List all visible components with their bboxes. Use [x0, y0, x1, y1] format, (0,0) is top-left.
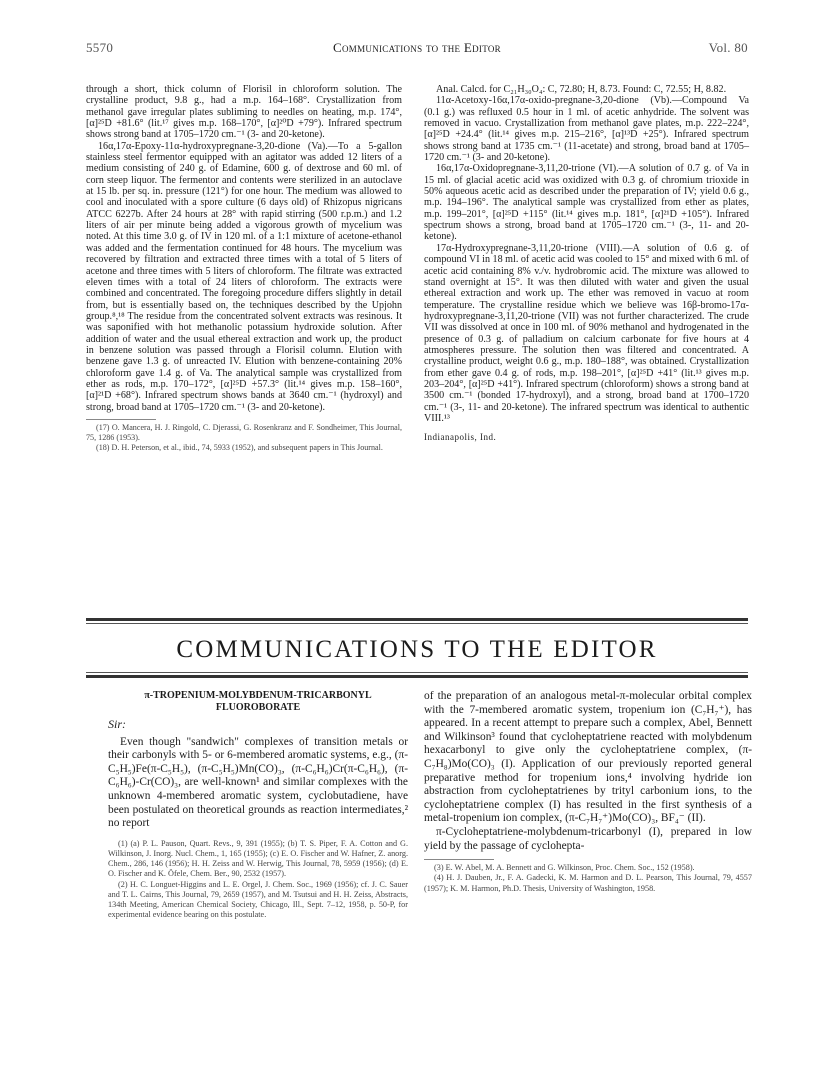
running-head — [86, 40, 748, 58]
section-divider-bottom — [86, 672, 748, 678]
page-number: 5570 — [86, 40, 114, 55]
footnote: (3) E. W. Abel, M. A. Bennett and G. Wilkinson, Proc. Chem. Soc., 152 (1958). — [434, 863, 695, 873]
paragraph: through a short, thick column of Florisil in chloroform solution. The crystalline product, 9.8 g., had a m.p. 164–168°. Crystallization from methanol gave irregular plates subliming to needles on heating, m.p. 174°, [α]²⁵D +81.6° (lit.¹⁷ gives m.p. 168–170°, [α]²⁰D +79°). Infrared spectrum shows strong band at 1705–1720 cm.⁻¹ (3- and 20-ketone). — [86, 84, 402, 141]
article-title: π-TROPENIUM-MOLYBDENUM-TRICARBONYL FLUOROBORATE — [144, 690, 372, 713]
paragraph: 16α,17α-Epoxy-11α-hydroxypregnane-3,20-dione (Va).—To a 5-gallon stainless steel fermentor equipped with an agitator was added 12 liters of a medium consisting of 240 g. of Edamine, 600 g. of dextrose and 60 ml. of corn steep liquor. The fermentor and contents were sterilized in an autoclave at 15 lb. per sq. in. pressure (121°) for one hour. The medium was allowed to cool and inoculated with a spore culture (6 days old) of Rhizopus nigricans ATCC 6227b. After 24 hours at 28° with rapid stirring (500 r.p.m.) and 1.2 liters of air per minute being added a vigorous growth of mycelium was noted. At this time 3.0 g. of IV in 120 ml. of a 1:1 mixture of acetone-ethanol was added and the fermentation continued for 48 hours. The mycelium was recovered by filtration and extracted three times with a total of 5 liters of acetone and three times with 5 liters of chloroform. The filtrate was extracted eleven times with a total of 24 liters of chloroform. The extracts were combined and concentrated. The foregoing procedure differs slightly in detail from, but is essentially based on, the techniques described by the Upjohn group.⁸,¹⁸ The residue from the concentrated solvent extracts was resinous. It was saponified with hot methanolic potassium hydroxide solution. After addition of water and the usual ethereal extraction and work up, the product in benzene solution was passed through a Florisil column. Elution with benzene gave 1.3 g. of unreacted IV. Elution with benzene-containing 20% chloroform gave 1.4 g. of Va. The analytical sample was crystallized from ether as rods, m.p. 170–172°, [α]²⁵D +57.3° (lit.¹⁴ gives m.p. 158–160°, [α]²¹D +68°). Infrared spectrum shows bands at 3640 cm.⁻¹ (hydroxyl) and strong, broad band at 1705–1720 cm.⁻¹ (3- and 20-ketone). — [86, 140, 402, 413]
salutation: Sir: — [108, 717, 126, 731]
footnote-divider — [86, 419, 156, 420]
footnote-divider — [424, 859, 494, 860]
footnote: (4) H. J. Dauben, Jr., F. A. Gadecki, K. M. Harmon and D. L. Pearson, This Journal, 79, 4557 (1957); K. M. Harmon, Ph.D. Thesis, University of Washington, 1958. — [424, 873, 752, 893]
affiliation: Indianapolis, Ind. — [424, 432, 497, 443]
footnote: (2) H. C. Longuet-Higgins and L. E. Orgel, J. Chem. Soc., 1969 (1956); cf. J. C. Sauer and T. L. Cairns, This Journal, 79, 2659 (1957), and M. Tsutsui and H. H. Zeiss, Abstracts, 134th Meeting, American Chemical Society, Chicago, Ill., Sept. 7–12, 1958, p. 50-P, for experimental evidence bearing on this postulate. — [108, 879, 408, 920]
footnotes — [108, 839, 408, 921]
article-right-column — [424, 690, 752, 894]
paragraph: 11α-Acetoxy-16α,17α-oxido-pregnane-3,20-dione (Vb).—Compound Va (0.1 g.) was refluxed 0.5 hour in 1 ml. of acetic anhydride. The solvent was removed in vacuo. Crystallization from methanol gave plates, m.p. 222–224°, [α]²⁵D +24.4° (lit.¹⁴ gives m.p. 215–216°, [α]¹³D +25°). Infrared spectrum shows strong band at 1735 cm.⁻¹ (11-acetate) and strong, broad band at 1705–1720 cm.⁻¹ (3- and 20-ketone). — [424, 95, 749, 164]
paragraph: of the preparation of an analogous metal-π-molecular orbital complex with the 7-membered aromatic system, tropenium ion (C₇H₇⁺), has appeared. In a recent attempt to prepare such a complex, Abel, Bennett and Wilkinson³ found that cycloheptatriene reacted with molybdenum hexacarbonyl to give only the cycloheptatriene complex, (π-C₇H₈)Mo(CO)₃ (I). Application of our previously reported general preparative method for tropenium ions,⁴ involving hydride ion abstraction from cycloheptatrienes by trityl carbonium ions, to the cycloheptatriene complex (I) has resulted in the first synthesis of a metal-tropenium ion complex, (π-C₇H₇⁺)Mo(CO)₃, BF₄⁻ (II). — [424, 690, 752, 825]
footnote: (18) D. H. Peterson, et al., ibid., 74, 5933 (1952), and subsequent papers in This Journal. — [96, 442, 383, 452]
top-left-column — [86, 84, 402, 453]
running-title: Communications to the Editor — [333, 40, 501, 55]
paragraph: Even though "sandwich" complexes of transition metals or their carbonyls with 5- or 6-membered aromatic systems, e.g., (π-C₅H₅)Fe(π-C₅H₅), (π-C₅H₅)Mn(CO)₃, (π-C₆H₆)Cr(π-C₆H₆), (π-C₆H₆)-Cr(CO)₃, are well-known¹ and similar complexes with the unknown 4-membered aromatic system, cyclobutadiene, have been postulated on theoretical grounds as reaction intermediates,² no report — [108, 735, 408, 830]
volume-label: Vol. 80 — [708, 40, 748, 55]
paragraph: 16α,17α-Oxidopregnane-3,11,20-trione (VI).—A solution of 0.7 g. of Va in 15 ml. of glacial acetic acid was oxidized with 0.3 g. of chromium trioxide in 50% aqueous acetic acid as described under the preparation of IV; yield 0.6 g., m.p. 194–196°. The analytical sample was crystallized from ether as plates, m.p. 199–201°, [α]²⁵D +115° (lit.¹⁴ gives m.p. 181°, [α]²¹D +105°). Infrared spectrum shows a strong, broad band at 1705–1720 cm.⁻¹ (3-, 11- and 20-ketone). — [424, 163, 749, 243]
article-left-column — [108, 690, 408, 920]
section-divider-top — [86, 618, 748, 624]
footnote: (17) O. Mancera, H. J. Ringold, C. Djerassi, G. Rosenkranz and F. Sondheimer, This Journal, 75, 1286 (1953). — [86, 422, 402, 442]
footnote: (1) (a) P. L. Pauson, Quart. Revs., 9, 391 (1955); (b) T. S. Piper, F. A. Cotton and G. Wilkinson, J. Inorg. Nucl. Chem., 1, 165 (1955); (c) E. O. Fischer and W. Hafner, Z. anorg. Chem., 286, 146 (1956); H. H. Zeiss and W. Herwig, This Journal, 78, 5959 (1956); (d) E. O. Fischer and K. Öfele, Chem. Ber., 90, 2532 (1957). — [108, 838, 408, 879]
top-right-column — [424, 84, 749, 444]
paragraph: Anal. Calcd. for C₂₁H₃₀O₄: C, 72.80; H, 8.73. Found: C, 72.55; H, 8.82. — [436, 84, 727, 95]
section-title: COMMUNICATIONS TO THE EDITOR — [176, 636, 658, 663]
footnotes — [424, 863, 752, 894]
footnotes — [86, 423, 402, 453]
paragraph: 17α-Hydroxypregnane-3,11,20-trione (VIII).—A solution of 0.6 g. of compound VI in 18 ml. of acetic acid was cooled to 15° and mixed with 6 ml. of acetic acid containing 8% v./v. hydrobromic acid. The mixture was allowed to stand overnight at 15°. It was then diluted with water and given the usual ethereal extraction and work up. The ether was removed in vacuo at room temperature. The crystalline residue which we believe was 16β-bromo-17α-hydroxypregnane-3,11,20-trione (VII) was not further characterized. The crude VII was dissolved at once in 100 ml. of 90% methanol and hydrogenated in the presence of 0.3 g. of palladium on calcium carbonate for five hours at 4 atmospheres pressure. The solution then was filtered and concentrated. A crystalline product, weight 0.6 g., m.p. 180–188°, was obtained. Crystallization from ether gave 0.4 g. of rods, m.p. 198–201°, [α]²⁵D +41° (lit.¹³ gives m.p. 203–204°, [α]²⁵D +41°). Infrared spectrum (chloroform) shows a strong band at 3500 cm.⁻¹ (bonded 17-hydroxyl), and a strong, broad band at 1700–1720 cm.⁻¹ (3-, 11- and 20-ketone). The infrared spectrum was identical to authentic VIII.¹³ — [424, 242, 749, 424]
paragraph: π-Cycloheptatriene-molybdenum-tricarbonyl (I), prepared in low yield by the passage of cyclohepta- — [424, 825, 752, 852]
